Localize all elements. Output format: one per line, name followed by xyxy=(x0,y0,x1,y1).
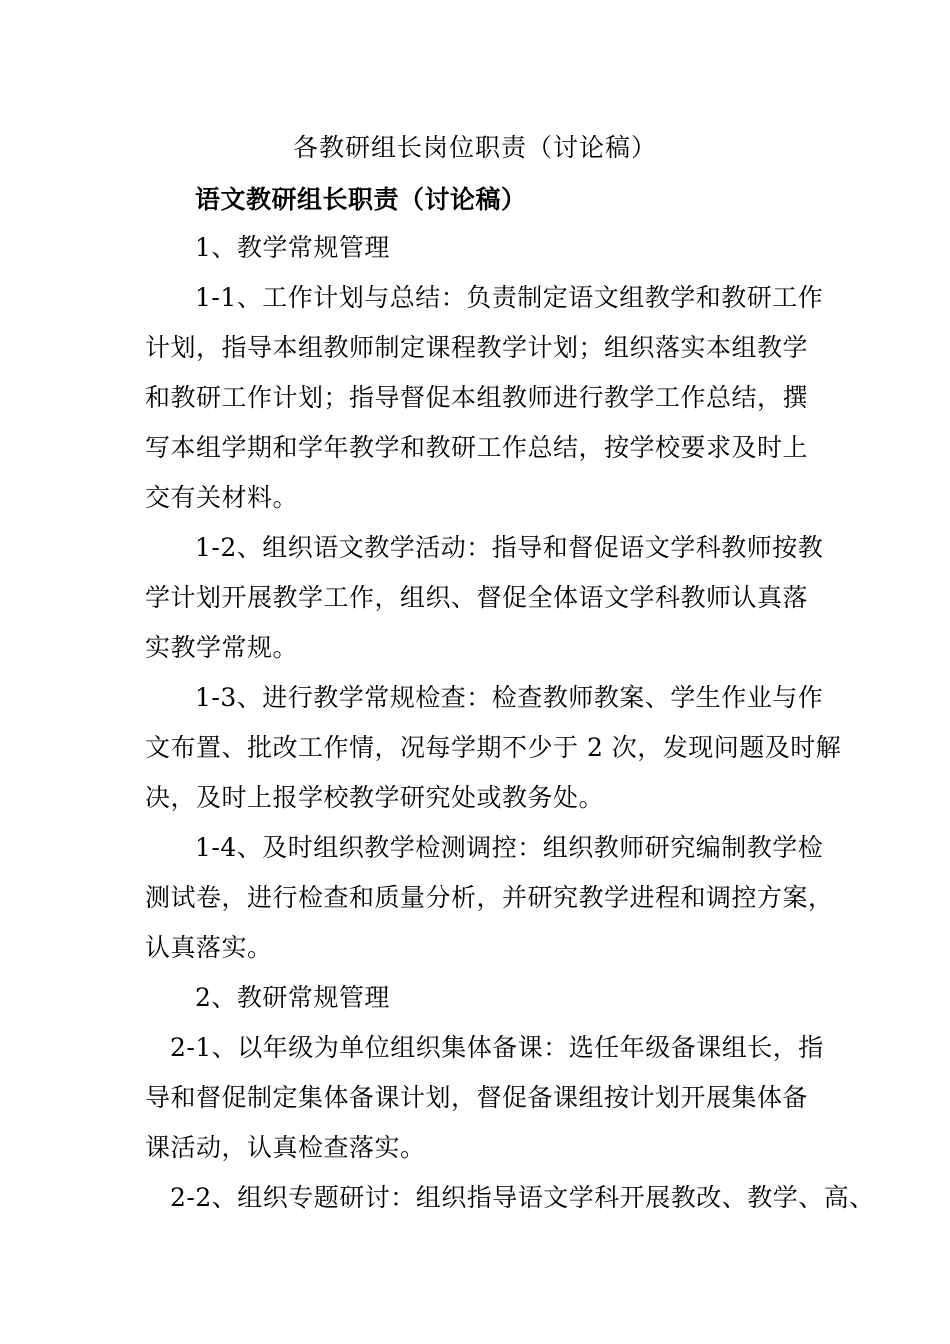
paragraph-line: 学计划开展教学工作，组织、督促全体语文学科教师认真落 xyxy=(145,583,809,612)
paragraph-line: 1-3、进行教学常规检查：检查教师教案、学生作业与作 xyxy=(195,683,824,712)
paragraph-line: 导和督促制定集体备课计划，督促备课组按计划开展集体备 xyxy=(145,1083,809,1112)
paragraph-line: 决，及时上报学校教学研究处或教务处。 xyxy=(145,783,605,812)
paragraph-line: 1-4、及时组织教学检测调控：组织教师研究编制教学检 xyxy=(195,833,824,862)
paragraph-line: 1-2、组织语文教学活动：指导和督促语文学科教师按教 xyxy=(195,533,824,562)
paragraph-line: 交有关材料。 xyxy=(145,483,299,512)
paragraph-line: 2-2、组织专题研讨：组织指导语文学科开展教改、教学、高、 xyxy=(170,1183,875,1212)
paragraph-line: 写本组学期和学年教学和教研工作总结，按学校要求及时上 xyxy=(145,433,809,462)
paragraph-line: 实教学常规。 xyxy=(145,633,299,662)
paragraph-line: 1、教学常规管理 xyxy=(195,233,390,262)
paragraph-line: 2、教研常规管理 xyxy=(195,983,390,1012)
paragraph-line: 2-1、以年级为单位组织集体备课：选任年级备课组长，指 xyxy=(170,1033,824,1062)
section-heading: 语文教研组长职责（讨论稿） xyxy=(195,185,527,214)
paragraph-line: 测试卷，进行检查和质量分析，并研究教学进程和调控方案， xyxy=(145,883,834,912)
paragraph-line: 和教研工作计划；指导督促本组教师进行教学工作总结，撰 xyxy=(145,383,809,412)
paragraph-line: 课活动，认真检查落实。 xyxy=(145,1133,426,1162)
paragraph-line: 1-1、工作计划与总结：负责制定语文组教学和教研工作 xyxy=(195,283,824,312)
paragraph-line: 文布置、批改工作情，况每学期不少于 2 次，发现问题及时解 xyxy=(145,733,842,762)
paragraph-line: 计划，指导本组教师制定课程教学计划；组织落实本组教学 xyxy=(145,333,809,362)
document-title: 各教研组长岗位职责（讨论稿） xyxy=(292,133,657,162)
paragraph-line: 认真落实。 xyxy=(145,933,273,962)
